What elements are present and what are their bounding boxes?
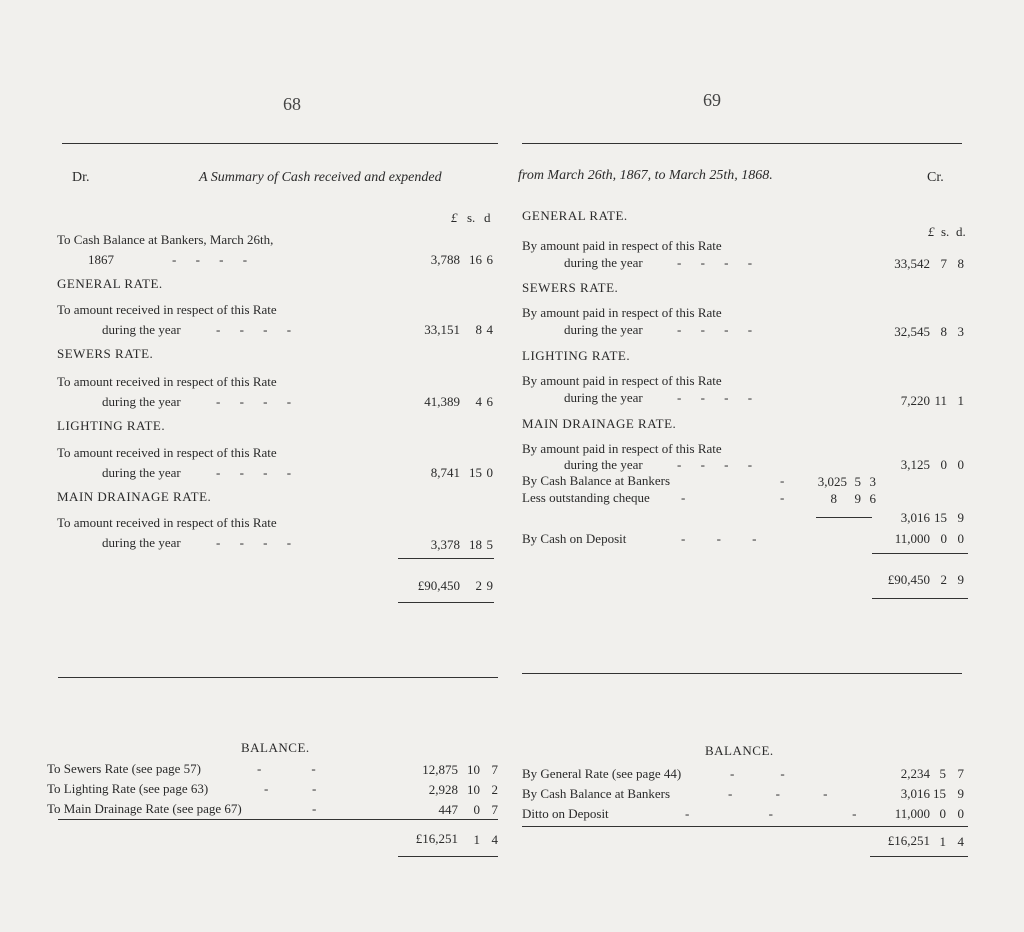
amount-pounds: 3,125 xyxy=(900,457,930,472)
amount-pounds: 33,151 xyxy=(424,322,460,337)
balance-pounds: 3,016 xyxy=(900,786,930,801)
section-heading: MAIN DRAINAGE RATE. xyxy=(522,416,677,431)
balance-row-label: By Cash Balance at Bankers xyxy=(522,786,671,801)
sub-pounds: 8 xyxy=(830,491,837,506)
bank-balance-label: By Cash Balance at Bankers xyxy=(522,473,671,488)
balance-title-right: BALANCE. xyxy=(705,743,774,758)
balance-pounds: 12,875 xyxy=(422,762,458,777)
balance-total-pounds: £16,251 xyxy=(887,833,930,848)
entry-line2: during the year xyxy=(102,322,181,337)
page-number-left: 68 xyxy=(283,94,301,114)
amount-shillings: 0 xyxy=(940,457,947,472)
amount-pence: 0 xyxy=(957,457,964,472)
mid-rule-right xyxy=(522,673,962,674)
cr-label: Cr. xyxy=(927,170,944,185)
col-pound-right: £ xyxy=(928,224,935,239)
amount-pounds: 33,542 xyxy=(894,256,930,271)
top-rule-left xyxy=(62,143,498,144)
leader-dashes: - - - - xyxy=(216,465,300,480)
leader-dash: - xyxy=(312,781,317,796)
section-heading: MAIN DRAINAGE RATE. xyxy=(57,489,212,504)
balance-shillings: 5 xyxy=(939,766,946,781)
entry-line2: during the year xyxy=(564,322,643,337)
balance-row-label: By General Rate (see page 44) xyxy=(522,766,682,781)
amount-shillings: 11 xyxy=(934,393,947,408)
sub-pence: 6 xyxy=(869,491,876,506)
entry-line2: during the year xyxy=(564,255,643,270)
entry-line1: To amount received in respect of this Rate xyxy=(57,302,277,317)
dr-label: Dr. xyxy=(72,170,90,185)
balance-shillings: 10 xyxy=(467,762,480,777)
amount-pence: 9 xyxy=(957,510,964,525)
section-heading: LIGHTING RATE. xyxy=(522,348,631,363)
entry-line2: during the year xyxy=(102,465,181,480)
entry-line1: By amount paid in respect of this Rate xyxy=(522,305,722,320)
section-heading: SEWERS RATE. xyxy=(57,346,154,361)
balance-pounds: 11,000 xyxy=(894,806,930,821)
amount-pounds: 7,220 xyxy=(900,393,930,408)
total-rule-bottom xyxy=(872,598,968,599)
title-left: A Summary of Cash received and expended xyxy=(199,170,442,185)
leader-dashes: - - - - xyxy=(172,252,256,267)
entry-line1: To amount received in respect of this Rate xyxy=(57,445,277,460)
balance-pence: 2 xyxy=(491,782,498,797)
leader-dashes: - - - - xyxy=(216,535,300,550)
balance-row-label: To Sewers Rate (see page 57) xyxy=(47,761,201,776)
amount-pounds: 3,016 xyxy=(900,510,930,525)
title-right: from March 26th, 1867, to March 25th, 1868. xyxy=(518,168,773,183)
entry-line1: By amount paid in respect of this Rate xyxy=(522,373,722,388)
leader-dash: - xyxy=(780,490,785,505)
amount-pounds: 8,741 xyxy=(430,465,460,480)
entry-line2: during the year xyxy=(102,535,181,550)
section-heading: GENERAL RATE. xyxy=(57,276,163,291)
amount-pence: 5 xyxy=(486,537,493,552)
balance-row-label: Ditto on Deposit xyxy=(522,806,609,821)
amount-shillings: 0 xyxy=(940,531,947,546)
section-heading: GENERAL RATE. xyxy=(522,208,628,223)
amount-pence: 0 xyxy=(957,531,964,546)
total-pounds: £90,450 xyxy=(417,578,460,593)
amount-shillings: 4 xyxy=(475,394,482,409)
amount-pence: 4 xyxy=(486,322,493,337)
leader-dashes: -- xyxy=(730,766,831,781)
leader-dash: - xyxy=(264,781,269,796)
amount-pounds: 41,389 xyxy=(424,394,460,409)
balance-total-shillings: 1 xyxy=(939,834,946,849)
balance-row-label: To Lighting Rate (see page 63) xyxy=(47,781,209,796)
amount-shillings: 16 xyxy=(469,252,482,267)
entry-line1: By amount paid in respect of this Rate xyxy=(522,441,722,456)
col-d-left: d xyxy=(484,210,491,225)
leader-dashes: - - - - xyxy=(677,322,761,337)
balance-pence: 0 xyxy=(957,806,964,821)
leader-dashes: - - - - xyxy=(677,457,761,472)
leader-dashes: - - - - xyxy=(677,255,761,270)
section-heading: LIGHTING RATE. xyxy=(57,418,166,433)
amount-pounds: 3,378 xyxy=(430,537,460,552)
entry-line2: during the year xyxy=(564,390,643,405)
balance-pounds: 2,234 xyxy=(900,766,930,781)
total-rule-top xyxy=(872,553,968,554)
balance-total-rule xyxy=(398,856,498,857)
total-pence: 9 xyxy=(486,578,493,593)
balance-pence: 7 xyxy=(491,762,498,777)
sub-pence: 3 xyxy=(869,474,876,489)
leader-dash: - xyxy=(681,490,686,505)
balance-shillings: 0 xyxy=(473,802,480,817)
balance-pence: 9 xyxy=(957,786,964,801)
total-pounds: £90,450 xyxy=(887,572,930,587)
col-s-left: s. xyxy=(467,210,476,225)
col-d-right: d. xyxy=(956,224,966,239)
balance-rule-right xyxy=(522,826,968,827)
balance-total-pounds: £16,251 xyxy=(415,831,458,846)
balance-pence: 7 xyxy=(491,802,498,817)
amount-shillings: 15 xyxy=(934,510,947,525)
balance-title-left: BALANCE. xyxy=(241,740,310,755)
leader-dash: - xyxy=(780,473,785,488)
amount-pence: 6 xyxy=(486,252,493,267)
leader-dashes: - - - xyxy=(685,806,895,821)
sub-shillings: 9 xyxy=(854,491,861,506)
amount-pounds: 3,788 xyxy=(430,252,460,267)
leader-dashes: - - - - xyxy=(677,390,761,405)
amount-shillings: 15 xyxy=(469,465,482,480)
amount-pence: 3 xyxy=(957,324,964,339)
page-number-right: 69 xyxy=(703,90,721,110)
balance-pounds: 447 xyxy=(438,802,458,817)
col-s-right: s. xyxy=(941,224,950,239)
entry-line1: To amount received in respect of this Rate xyxy=(57,515,277,530)
entry-line1: By amount paid in respect of this Rate xyxy=(522,238,722,253)
amount-pence: 1 xyxy=(957,393,964,408)
opening-balance-year: 1867 xyxy=(88,252,114,267)
total-pence: 9 xyxy=(957,572,964,587)
entry-line2: during the year xyxy=(564,457,643,472)
entry-line2: during the year xyxy=(102,394,181,409)
balance-shillings: 10 xyxy=(467,782,480,797)
total-shillings: 2 xyxy=(475,578,482,593)
sub-shillings: 5 xyxy=(854,474,861,489)
amount-pounds: 32,545 xyxy=(894,324,930,339)
amount-pence: 8 xyxy=(957,256,964,271)
amount-shillings: 8 xyxy=(475,322,482,337)
leader-dashes: - - - xyxy=(728,786,848,801)
balance-total-pence: 4 xyxy=(957,834,964,849)
balance-total-pence: 4 xyxy=(491,832,498,847)
total-rule-top xyxy=(398,558,494,559)
amount-pounds: 11,000 xyxy=(894,531,930,546)
section-heading: SEWERS RATE. xyxy=(522,280,619,295)
balance-rule-left xyxy=(58,819,498,820)
cheque-label: Less outstanding cheque xyxy=(522,490,650,505)
balance-row-label: To Main Drainage Rate (see page 67) xyxy=(47,801,242,816)
amount-shillings: 18 xyxy=(469,537,482,552)
total-rule-bottom xyxy=(398,602,494,603)
leader-dashes: - - - - xyxy=(216,394,300,409)
leader-dashes: -- xyxy=(257,761,366,776)
balance-shillings: 0 xyxy=(939,806,946,821)
col-pound-left: £ xyxy=(451,210,458,225)
balance-total-shillings: 1 xyxy=(473,832,480,847)
mid-rule-left xyxy=(58,677,498,678)
amount-pence: 6 xyxy=(486,394,493,409)
balance-pounds: 2,928 xyxy=(428,782,458,797)
deposit-label: By Cash on Deposit xyxy=(522,531,627,546)
total-shillings: 2 xyxy=(940,572,947,587)
leader-dashes: - - - xyxy=(681,531,771,546)
amount-pence: 0 xyxy=(486,465,493,480)
amount-shillings: 8 xyxy=(940,324,947,339)
amount-shillings: 7 xyxy=(940,256,947,271)
leader-dash: - xyxy=(312,801,317,816)
balance-pence: 7 xyxy=(957,766,964,781)
sub-pounds: 3,025 xyxy=(817,474,847,489)
balance-shillings: 15 xyxy=(933,786,946,801)
opening-balance-line1: To Cash Balance at Bankers, March 26th, xyxy=(57,232,274,247)
subtotal-rule xyxy=(816,517,872,518)
entry-line1: To amount received in respect of this Rate xyxy=(57,374,277,389)
balance-total-rule xyxy=(870,856,968,857)
top-rule-right xyxy=(522,143,962,144)
leader-dashes: - - - - xyxy=(216,322,300,337)
